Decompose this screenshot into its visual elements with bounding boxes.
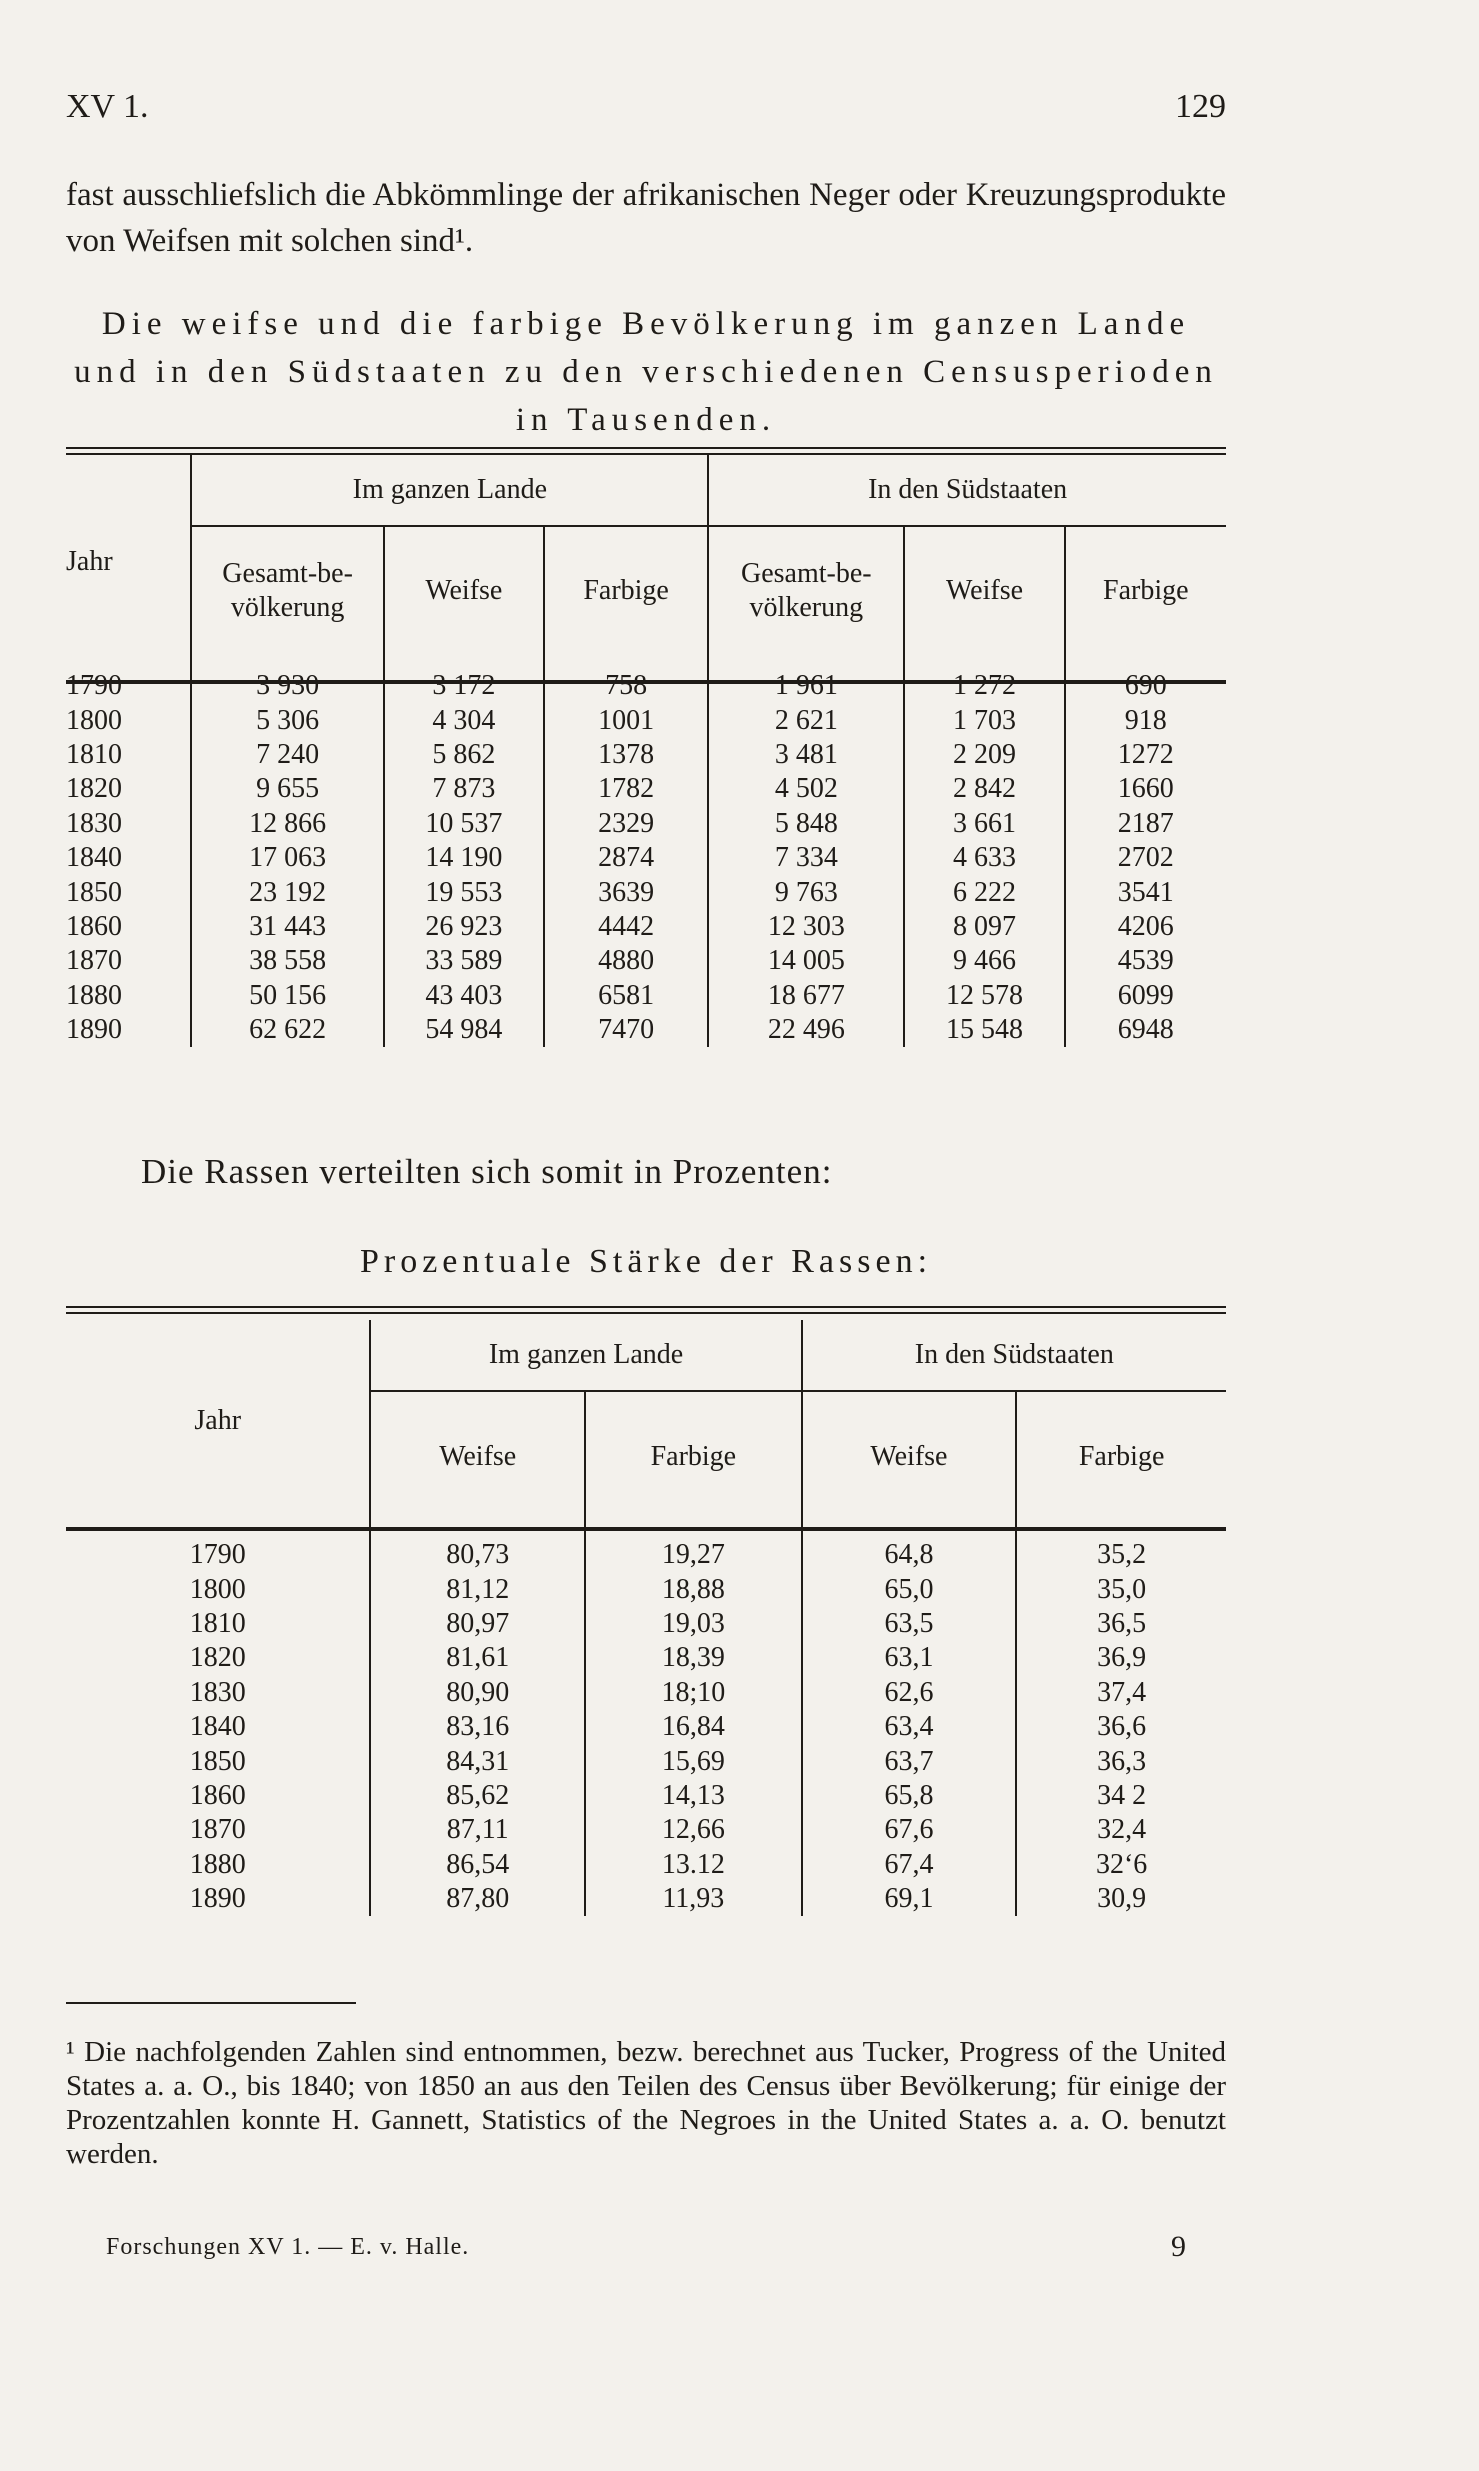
value-cell: 2874 xyxy=(544,841,708,875)
year-cell: 1860 xyxy=(66,910,122,942)
year-cell: 1890 xyxy=(189,1883,246,1915)
value-cell: 1001 xyxy=(544,703,708,737)
year-cell: 1840 xyxy=(66,842,122,874)
percent-cell: 62,6 xyxy=(802,1676,1017,1710)
table2-caption: Prozentuale Stärke der Rassen: xyxy=(359,1243,933,1280)
value-cell: 1 703 xyxy=(904,703,1064,737)
value-cell: 33 589 xyxy=(384,944,544,978)
col-white-header-south: Weifse xyxy=(904,526,1064,655)
value-cell: 31 443 xyxy=(191,910,383,944)
table2-header-rule xyxy=(66,1527,1226,1531)
value-cell: 6 222 xyxy=(904,875,1064,909)
percent-cell: 30,9 xyxy=(1016,1882,1226,1916)
percent-cell: 63,1 xyxy=(802,1641,1017,1675)
population-table xyxy=(66,455,1226,1047)
value-cell: 3 930 xyxy=(191,655,383,703)
value-cell: 10 537 xyxy=(384,807,544,841)
value-cell: 3541 xyxy=(1065,875,1226,909)
col-total-header: Gesamt-be-völkerung xyxy=(191,526,383,655)
year-cell: 1800 xyxy=(66,704,122,736)
table-row xyxy=(66,1882,1226,1916)
percentage-table xyxy=(66,1320,1226,1916)
percent-cell: 65,8 xyxy=(802,1779,1017,1813)
value-cell: 1660 xyxy=(1065,772,1226,806)
table-row xyxy=(66,979,1226,1013)
group2-header-whole-country: Im ganzen Lande xyxy=(370,1320,801,1391)
value-cell: 5 848 xyxy=(708,807,904,841)
col-colored-header-south: Farbige xyxy=(1065,526,1226,655)
percent-cell: 63,4 xyxy=(802,1710,1017,1744)
percent-cell: 85,62 xyxy=(370,1779,585,1813)
year-cell: 1880 xyxy=(66,979,122,1011)
value-cell: 4 502 xyxy=(708,772,904,806)
value-cell: 3 661 xyxy=(904,807,1064,841)
value-cell: 2187 xyxy=(1065,807,1226,841)
percent-cell: 63,7 xyxy=(802,1744,1017,1778)
value-cell: 2702 xyxy=(1065,841,1226,875)
value-cell: 18 677 xyxy=(708,979,904,1013)
table-row xyxy=(66,1013,1226,1047)
volume-label: XV 1. xyxy=(66,88,149,125)
percent-cell: 34 2 xyxy=(1016,1779,1226,1813)
percent-cell: 87,80 xyxy=(370,1882,585,1916)
percent-cell: 36,5 xyxy=(1016,1607,1226,1641)
value-cell: 4 304 xyxy=(384,703,544,737)
table1-top-rule xyxy=(66,447,1226,449)
percent-cell: 81,12 xyxy=(370,1572,585,1606)
percent-cell: 67,6 xyxy=(802,1813,1017,1847)
col-colored-header: Farbige xyxy=(544,526,708,655)
table-row xyxy=(66,738,1226,772)
footer-sheet-number: 9 xyxy=(1171,2230,1186,2263)
year-cell: 1810 xyxy=(189,1607,246,1639)
value-cell: 1272 xyxy=(1065,738,1226,772)
table2-top-rule-inner xyxy=(66,1312,1226,1314)
value-cell: 62 622 xyxy=(191,1013,383,1047)
percent-cell: 81,61 xyxy=(370,1641,585,1675)
value-cell: 2 209 xyxy=(904,738,1064,772)
value-cell: 4539 xyxy=(1065,944,1226,978)
percent-cell: 18,88 xyxy=(585,1572,802,1606)
footnote: ¹ Die nachfolgenden Zahlen sind entnommen, bezw. berechnet aus Tucker, Progress of the United States a. a. O., bis 1840; von 1850 an aus den Teilen des Census über Bevölkerung; für einige der Prozentzahlen konnte H. Gannett, Statistics of the Negroes in the United States a. a. O. benutzt werden. xyxy=(66,2036,1226,2170)
percent-cell: 12,66 xyxy=(585,1813,802,1847)
percentage-table-body xyxy=(66,1522,1226,1916)
table-row xyxy=(66,875,1226,909)
percent-cell: 36,6 xyxy=(1016,1710,1226,1744)
value-cell: 4206 xyxy=(1065,910,1226,944)
year-cell: 1880 xyxy=(189,1848,246,1880)
table-row xyxy=(66,1710,1226,1744)
table-row xyxy=(66,841,1226,875)
value-cell: 5 862 xyxy=(384,738,544,772)
value-cell: 12 303 xyxy=(708,910,904,944)
value-cell: 1782 xyxy=(544,772,708,806)
percent-cell: 16,84 xyxy=(585,1710,802,1744)
year-cell: 1790 xyxy=(66,670,122,702)
value-cell: 6948 xyxy=(1065,1013,1226,1047)
percent-cell: 64,8 xyxy=(802,1522,1017,1572)
page-number: 129 xyxy=(1175,88,1226,125)
table-row xyxy=(66,1607,1226,1641)
year-cell: 1850 xyxy=(66,876,122,908)
percent-cell: 67,4 xyxy=(802,1848,1017,1882)
percent-cell: 80,73 xyxy=(370,1522,585,1572)
percent-cell: 32‘6 xyxy=(1016,1848,1226,1882)
percent-cell: 13.12 xyxy=(585,1848,802,1882)
percent-cell: 65,0 xyxy=(802,1572,1017,1606)
value-cell: 17 063 xyxy=(191,841,383,875)
year-cell: 1870 xyxy=(66,945,122,977)
value-cell: 50 156 xyxy=(191,979,383,1013)
year-cell: 1890 xyxy=(66,1014,122,1046)
percent-cell: 19,27 xyxy=(585,1522,802,1572)
table-row xyxy=(66,1641,1226,1675)
table-row xyxy=(66,807,1226,841)
value-cell: 3 172 xyxy=(384,655,544,703)
footnote-rule xyxy=(66,2002,356,2004)
table1-header-rule xyxy=(66,680,1226,684)
value-cell: 14 005 xyxy=(708,944,904,978)
table-row xyxy=(66,1779,1226,1813)
pct-white-header-south: Weifse xyxy=(802,1391,1017,1522)
table-row xyxy=(66,944,1226,978)
value-cell: 12 866 xyxy=(191,807,383,841)
value-cell: 38 558 xyxy=(191,944,383,978)
value-cell: 4 633 xyxy=(904,841,1064,875)
percent-cell: 18,39 xyxy=(585,1641,802,1675)
percent-cell: 32,4 xyxy=(1016,1813,1226,1847)
percent-cell: 63,5 xyxy=(802,1607,1017,1641)
value-cell: 8 097 xyxy=(904,910,1064,944)
table-row xyxy=(66,1744,1226,1778)
year-cell: 1850 xyxy=(189,1745,246,1777)
percent-cell: 36,3 xyxy=(1016,1744,1226,1778)
population-table-body xyxy=(66,655,1226,1047)
value-cell: 14 190 xyxy=(384,841,544,875)
percent-cell: 36,9 xyxy=(1016,1641,1226,1675)
group-header-south: In den Südstaaten xyxy=(708,455,1226,526)
value-cell: 7 240 xyxy=(191,738,383,772)
percent-cell: 86,54 xyxy=(370,1848,585,1882)
value-cell: 9 655 xyxy=(191,772,383,806)
percent-cell: 14,13 xyxy=(585,1779,802,1813)
pct-white-header: Weifse xyxy=(370,1391,585,1522)
value-cell: 3 481 xyxy=(708,738,904,772)
group-header-whole-country: Im ganzen Lande xyxy=(191,455,708,526)
percent-cell: 69,1 xyxy=(802,1882,1017,1916)
year-cell: 1870 xyxy=(189,1814,246,1846)
value-cell: 2329 xyxy=(544,807,708,841)
value-cell: 19 553 xyxy=(384,875,544,909)
value-cell: 2 842 xyxy=(904,772,1064,806)
value-cell: 9 763 xyxy=(708,875,904,909)
table-row xyxy=(66,1848,1226,1882)
value-cell: 918 xyxy=(1065,703,1226,737)
value-cell: 15 548 xyxy=(904,1013,1064,1047)
value-cell: 22 496 xyxy=(708,1013,904,1047)
table2-top-rule xyxy=(66,1306,1226,1308)
intro-paragraph: fast ausschliefslich die Abkömmlinge der afrikanischen Neger oder Kreuzungsprodukte von Weifsen mit solchen sind¹. xyxy=(66,177,1226,259)
pct-colored-header-south: Farbige xyxy=(1016,1391,1226,1522)
year-cell: 1810 xyxy=(66,738,122,770)
table-row xyxy=(66,910,1226,944)
value-cell: 5 306 xyxy=(191,703,383,737)
table-row xyxy=(66,772,1226,806)
table1-caption: Die weifse und die farbige Bevölkerung im ganzen Lande und in den Südstaaten zu den verschiedenen Censusperioden in Tausenden. xyxy=(74,306,1218,438)
percent-cell: 87,11 xyxy=(370,1813,585,1847)
value-cell: 758 xyxy=(544,655,708,703)
col-white-header: Weifse xyxy=(384,526,544,655)
year-header-2: Jahr xyxy=(194,1405,242,1436)
value-cell: 7 873 xyxy=(384,772,544,806)
value-cell: 690 xyxy=(1065,655,1226,703)
running-head xyxy=(66,88,1226,132)
year-header: Jahr xyxy=(66,546,113,577)
percent-cell: 11,93 xyxy=(585,1882,802,1916)
table-row xyxy=(66,1572,1226,1606)
percent-cell: 19,03 xyxy=(585,1607,802,1641)
percent-cell: 80,90 xyxy=(370,1676,585,1710)
pct-colored-header: Farbige xyxy=(585,1391,802,1522)
value-cell: 9 466 xyxy=(904,944,1064,978)
value-cell: 7470 xyxy=(544,1013,708,1047)
table-row xyxy=(66,1676,1226,1710)
value-cell: 1 961 xyxy=(708,655,904,703)
footer-signature: Forschungen XV 1. — E. v. Halle. xyxy=(106,2234,470,2260)
value-cell: 7 334 xyxy=(708,841,904,875)
table-row xyxy=(66,1813,1226,1847)
transition-sentence: Die Rassen verteilten sich somit in Prozenten: xyxy=(141,1152,833,1191)
percent-cell: 84,31 xyxy=(370,1744,585,1778)
percent-cell: 35,2 xyxy=(1016,1522,1226,1572)
percent-cell: 18;10 xyxy=(585,1676,802,1710)
percent-cell: 37,4 xyxy=(1016,1676,1226,1710)
value-cell: 3639 xyxy=(544,875,708,909)
value-cell: 6581 xyxy=(544,979,708,1013)
value-cell: 26 923 xyxy=(384,910,544,944)
year-cell: 1860 xyxy=(189,1779,246,1811)
year-cell: 1840 xyxy=(189,1711,246,1743)
group2-header-south: In den Südstaaten xyxy=(802,1320,1226,1391)
value-cell: 23 192 xyxy=(191,875,383,909)
value-cell: 1 272 xyxy=(904,655,1064,703)
value-cell: 4880 xyxy=(544,944,708,978)
percent-cell: 35,0 xyxy=(1016,1572,1226,1606)
year-cell: 1830 xyxy=(189,1676,246,1708)
value-cell: 43 403 xyxy=(384,979,544,1013)
value-cell: 1378 xyxy=(544,738,708,772)
year-cell: 1790 xyxy=(189,1539,246,1571)
value-cell: 2 621 xyxy=(708,703,904,737)
percent-cell: 83,16 xyxy=(370,1710,585,1744)
value-cell: 4442 xyxy=(544,910,708,944)
year-cell: 1800 xyxy=(189,1573,246,1605)
value-cell: 54 984 xyxy=(384,1013,544,1047)
year-cell: 1830 xyxy=(66,807,122,839)
table-row xyxy=(66,703,1226,737)
year-cell: 1820 xyxy=(189,1642,246,1674)
value-cell: 6099 xyxy=(1065,979,1226,1013)
year-cell: 1820 xyxy=(66,773,122,805)
percent-cell: 15,69 xyxy=(585,1744,802,1778)
percent-cell: 80,97 xyxy=(370,1607,585,1641)
value-cell: 12 578 xyxy=(904,979,1064,1013)
col-total-header-south: Gesamt-be-völkerung xyxy=(708,526,904,655)
